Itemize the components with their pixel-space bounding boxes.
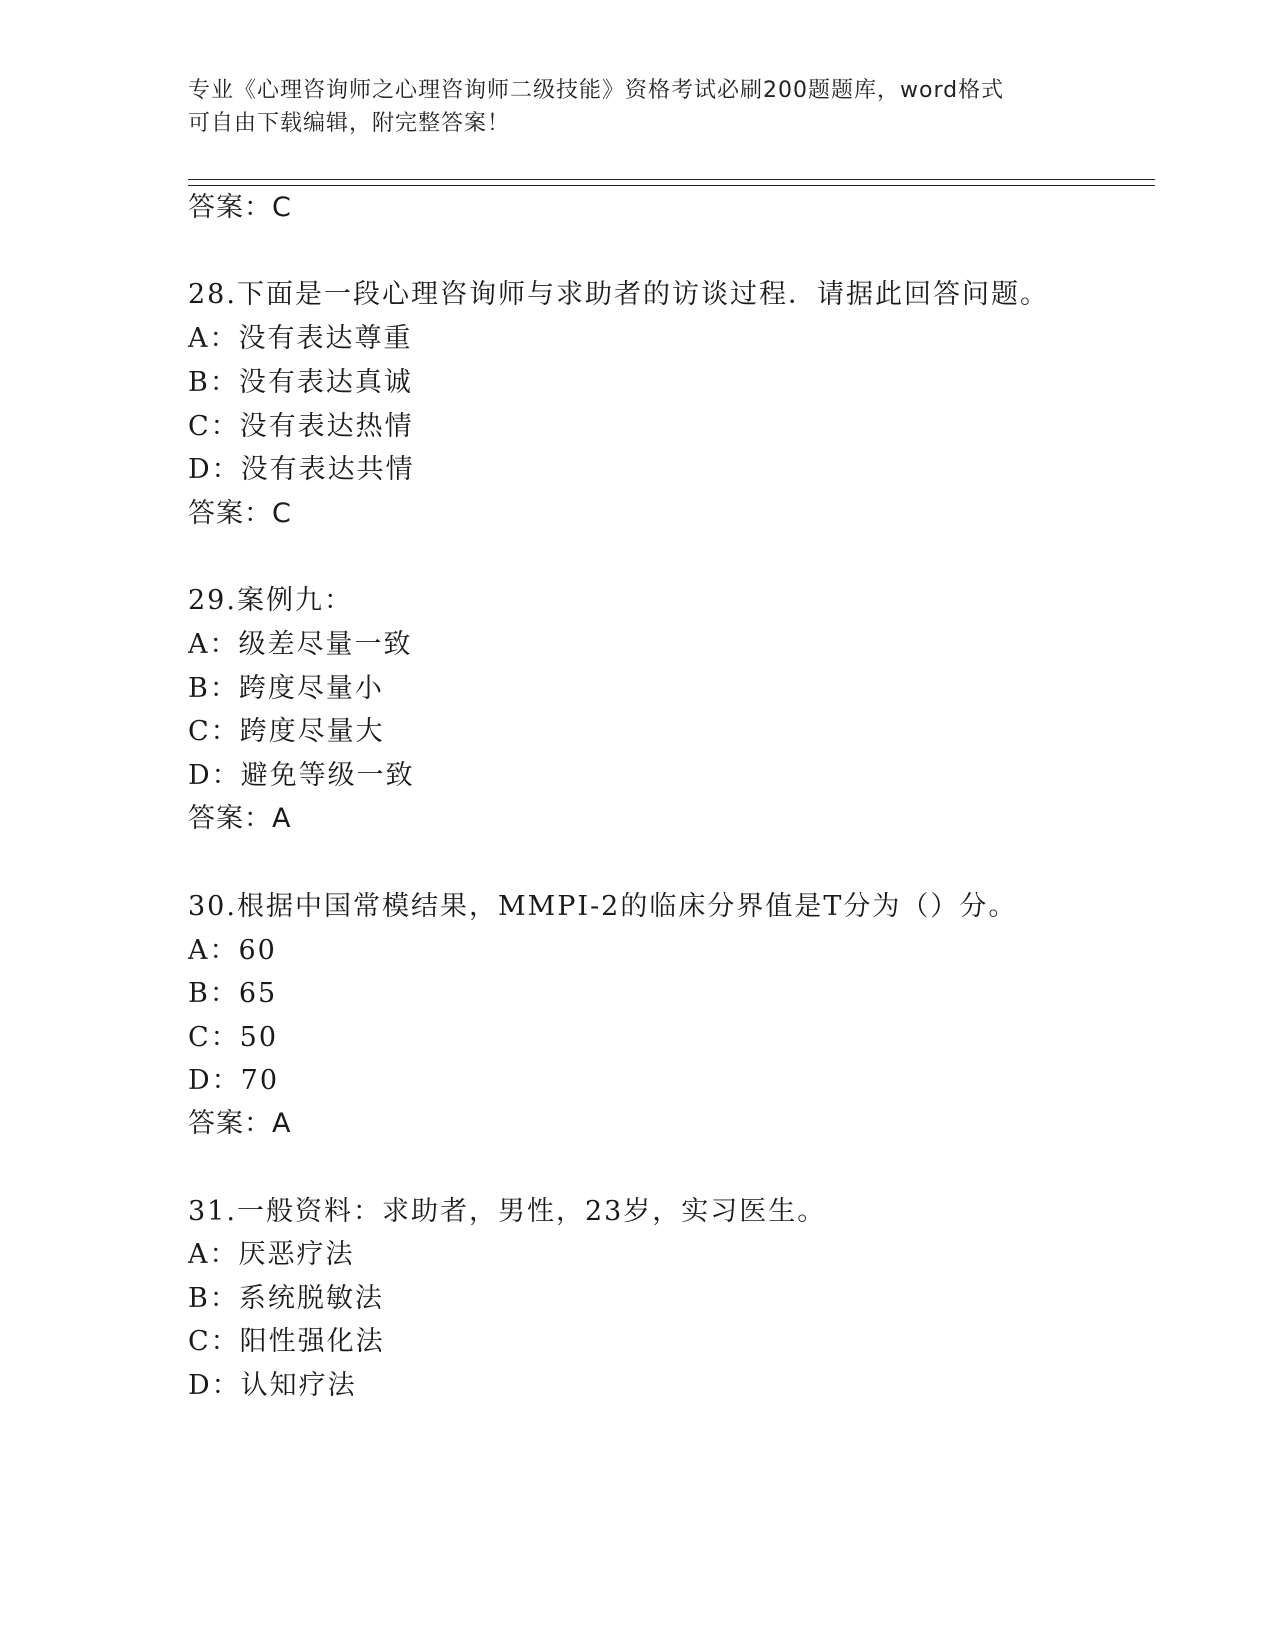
- question-31-stem: 31.一般资料：求助者，男性，23岁，实习医生。: [188, 1196, 827, 1227]
- header-line-1: 专业《心理咨询师之心理咨询师二级技能》资格考试必刷200题题库，word格式: [188, 78, 1005, 103]
- question-31-option-c: C：阳性强化法: [188, 1326, 385, 1357]
- question-30-option-d: D：70: [188, 1065, 280, 1096]
- question-28-answer: 答案：C: [188, 498, 292, 529]
- question-30-option-c: C：50: [188, 1022, 279, 1053]
- question-28-stem: 28.下面是一段心理咨询师与求助者的访谈过程．请据此回答问题。: [188, 279, 1049, 310]
- question-29-answer: 答案：A: [188, 803, 292, 834]
- question-29-option-d: D：避免等级一致: [188, 760, 415, 791]
- question-31-option-b: B：系统脱敏法: [188, 1283, 384, 1314]
- question-28-option-c: C：没有表达热情: [188, 411, 414, 442]
- question-28-option-d: D：没有表达共情: [188, 454, 415, 485]
- question-29-option-c: C：跨度尽量大: [188, 716, 385, 747]
- question-30-answer: 答案：A: [188, 1108, 292, 1139]
- question-31-option-d: D：认知疗法: [188, 1370, 357, 1401]
- question-30-option-b: B：65: [188, 978, 278, 1009]
- document-header: [188, 74, 1088, 140]
- header-divider-bottom: [188, 185, 1155, 186]
- header-line-2: 可自由下载编辑，附完整答案！: [188, 111, 511, 136]
- question-29-stem: 29.案例九：: [188, 585, 353, 616]
- question-28-option-b: B：没有表达真诚: [188, 367, 413, 398]
- answer-previous: 答案：C: [188, 192, 292, 223]
- question-29-option-b: B：跨度尽量小: [188, 673, 384, 704]
- question-29-option-a: A：级差尽量一致: [188, 629, 413, 660]
- question-28-option-a: A：没有表达尊重: [188, 323, 413, 354]
- header-divider-top: [188, 179, 1155, 180]
- question-30-option-a: A：60: [188, 935, 277, 966]
- question-31-option-a: A：厌恶疗法: [188, 1239, 355, 1270]
- question-30-stem: 30.根据中国常模结果，MMPI-2的临床分界值是T分为（）分。: [188, 891, 1018, 922]
